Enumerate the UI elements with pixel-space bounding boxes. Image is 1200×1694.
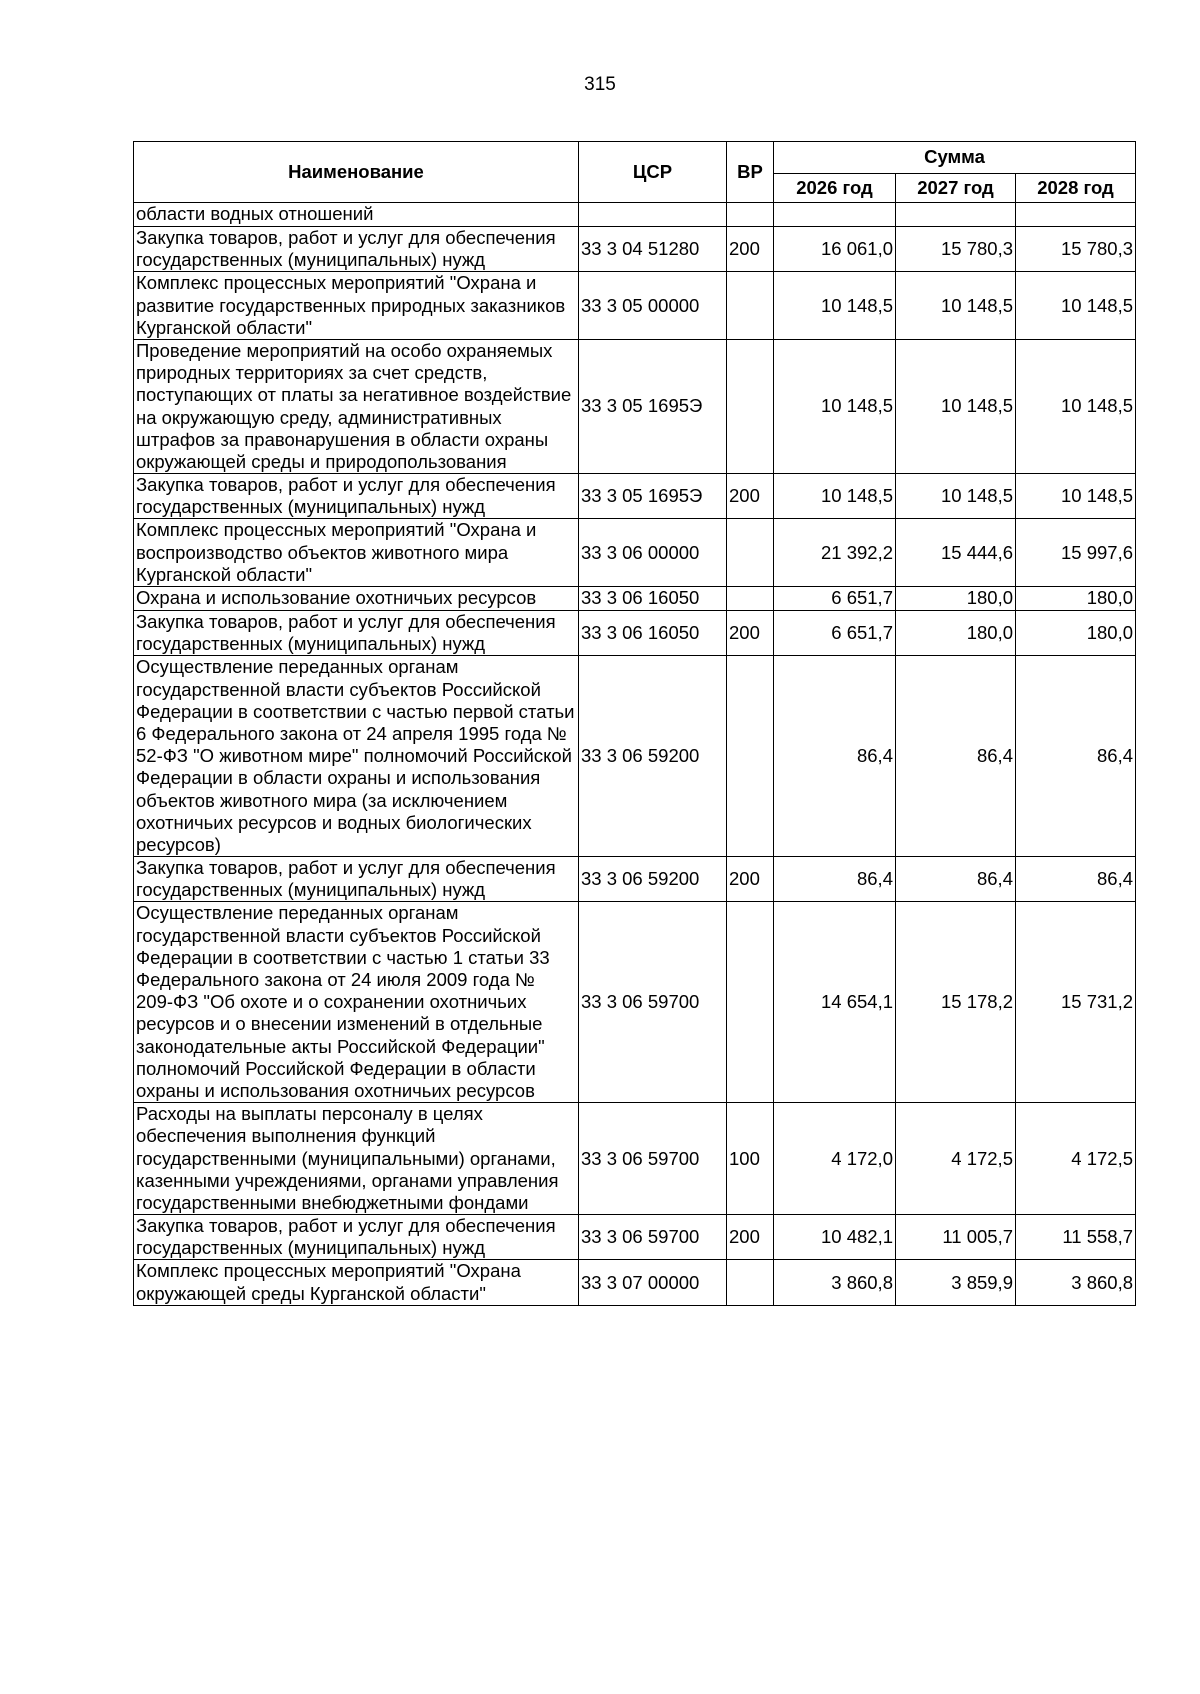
table-row: [134, 611, 1136, 656]
table-row: [134, 902, 1136, 1103]
header-year-2028: 2028 год: [1016, 174, 1136, 203]
row-2028: 10 148,5: [1016, 339, 1136, 473]
row-name: Осуществление переданных органам государственной власти субъектов Российской Федерации в соответствии с частью первой статьи 6 Федерального закона от 24 апреля 1995 года № 52-ФЗ "О животном мире" полномочий Российской Федерации в области охраны и использования объектов животного мира (за исключением охотничьих ресурсов и водных биологических ресурсов): [134, 656, 579, 857]
row-2028: 4 172,5: [1016, 1103, 1136, 1215]
row-csr: [579, 203, 727, 227]
row-2026: 4 172,0: [774, 1103, 896, 1215]
table-row: [134, 339, 1136, 473]
row-csr: 33 3 06 59700: [579, 1215, 727, 1260]
row-csr: 33 3 06 59700: [579, 1103, 727, 1215]
row-2027: 10 148,5: [896, 474, 1016, 519]
row-vr: 100: [727, 1103, 774, 1215]
row-name: области водных отношений: [134, 203, 579, 227]
row-name: Комплекс процессных мероприятий "Охрана окружающей среды Курганской области": [134, 1260, 579, 1305]
row-2027: 180,0: [896, 587, 1016, 611]
row-2028: 180,0: [1016, 611, 1136, 656]
row-csr: 33 3 04 51280: [579, 227, 727, 272]
row-name: Осуществление переданных органам государственной власти субъектов Российской Федерации в соответствии с частью 1 статьи 33 Федерального закона от 24 июля 2009 года № 209-ФЗ "Об охоте и о сохранении охотничьих ресурсов и о внесении изменений в отдельные законодательные акты Российской Федерации" полномочий Российской Федерации в области охраны и использования охотничьих ресурсов: [134, 902, 579, 1103]
table-row: [134, 519, 1136, 587]
row-2026: 10 148,5: [774, 272, 896, 340]
row-2026: [774, 203, 896, 227]
row-name: Закупка товаров, работ и услуг для обеспечения государственных (муниципальных) нужд: [134, 857, 579, 902]
header-vr: ВР: [727, 142, 774, 203]
row-name: Охрана и использование охотничьих ресурсов: [134, 587, 579, 611]
row-name: Комплекс процессных мероприятий "Охрана и воспроизводство объектов животного мира Курганской области": [134, 519, 579, 587]
row-csr: 33 3 06 16050: [579, 587, 727, 611]
row-csr: 33 3 05 1695Э: [579, 474, 727, 519]
row-vr: [727, 587, 774, 611]
row-vr: 200: [727, 474, 774, 519]
row-2027: 86,4: [896, 857, 1016, 902]
row-2028: 15 997,6: [1016, 519, 1136, 587]
row-name: Закупка товаров, работ и услуг для обеспечения государственных (муниципальных) нужд: [134, 227, 579, 272]
row-2027: 15 178,2: [896, 902, 1016, 1103]
row-2026: 86,4: [774, 656, 896, 857]
row-2027: 15 444,6: [896, 519, 1016, 587]
row-csr: 33 3 07 00000: [579, 1260, 727, 1305]
row-2026: 6 651,7: [774, 587, 896, 611]
row-csr: 33 3 06 59200: [579, 857, 727, 902]
row-2028: 10 148,5: [1016, 272, 1136, 340]
row-vr: [727, 656, 774, 857]
row-vr: [727, 519, 774, 587]
row-2028: 3 860,8: [1016, 1260, 1136, 1305]
row-csr: 33 3 06 00000: [579, 519, 727, 587]
row-name: Расходы на выплаты персоналу в целях обеспечения выполнения функций государственными (муниципальными) органами, казенными учреждениями, органами управления государственными внебюджетными фондами: [134, 1103, 579, 1215]
header-year-2027: 2027 год: [896, 174, 1016, 203]
header-sum: Сумма: [774, 142, 1136, 174]
row-2027: [896, 203, 1016, 227]
table-row: [134, 1260, 1136, 1305]
header-year-2026: 2026 год: [774, 174, 896, 203]
row-2027: 3 859,9: [896, 1260, 1016, 1305]
row-2026: 21 392,2: [774, 519, 896, 587]
row-2028: 86,4: [1016, 857, 1136, 902]
row-2028: 15 731,2: [1016, 902, 1136, 1103]
table-row: [134, 857, 1136, 902]
row-2028: 11 558,7: [1016, 1215, 1136, 1260]
row-vr: 200: [727, 1215, 774, 1260]
row-csr: 33 3 06 59700: [579, 902, 727, 1103]
row-csr: 33 3 06 59200: [579, 656, 727, 857]
row-2027: 15 780,3: [896, 227, 1016, 272]
row-vr: [727, 339, 774, 473]
table-row: [134, 587, 1136, 611]
row-2026: 86,4: [774, 857, 896, 902]
page-number: 315: [584, 74, 616, 95]
row-2026: 3 860,8: [774, 1260, 896, 1305]
row-2027: 4 172,5: [896, 1103, 1016, 1215]
row-2026: 10 148,5: [774, 339, 896, 473]
row-csr: 33 3 06 16050: [579, 611, 727, 656]
row-2027: 86,4: [896, 656, 1016, 857]
row-name: Закупка товаров, работ и услуг для обеспечения государственных (муниципальных) нужд: [134, 611, 579, 656]
row-2028: 180,0: [1016, 587, 1136, 611]
row-2028: 10 148,5: [1016, 474, 1136, 519]
row-2027: 180,0: [896, 611, 1016, 656]
row-vr: 200: [727, 227, 774, 272]
row-2027: 10 148,5: [896, 272, 1016, 340]
table-row: [134, 474, 1136, 519]
row-2028: 15 780,3: [1016, 227, 1136, 272]
table-row: [134, 272, 1136, 340]
table-row: [134, 1215, 1136, 1260]
row-vr: [727, 902, 774, 1103]
row-2028: 86,4: [1016, 656, 1136, 857]
table-row: [134, 656, 1136, 857]
row-2026: 16 061,0: [774, 227, 896, 272]
row-csr: 33 3 05 1695Э: [579, 339, 727, 473]
row-2026: 6 651,7: [774, 611, 896, 656]
header-name: Наименование: [134, 142, 579, 203]
row-name: Комплекс процессных мероприятий "Охрана и развитие государственных природных заказников Курганской области": [134, 272, 579, 340]
budget-table: [133, 141, 1136, 1306]
row-vr: 200: [727, 611, 774, 656]
row-2026: 10 148,5: [774, 474, 896, 519]
table-row: [134, 203, 1136, 227]
row-2027: 10 148,5: [896, 339, 1016, 473]
row-name: Закупка товаров, работ и услуг для обеспечения государственных (муниципальных) нужд: [134, 1215, 579, 1260]
header-csr: ЦСР: [579, 142, 727, 203]
row-2027: 11 005,7: [896, 1215, 1016, 1260]
table-row: [134, 1103, 1136, 1215]
row-vr: [727, 272, 774, 340]
row-vr: [727, 1260, 774, 1305]
row-name: Закупка товаров, работ и услуг для обеспечения государственных (муниципальных) нужд: [134, 474, 579, 519]
row-2026: 10 482,1: [774, 1215, 896, 1260]
row-2028: [1016, 203, 1136, 227]
row-2026: 14 654,1: [774, 902, 896, 1103]
row-csr: 33 3 05 00000: [579, 272, 727, 340]
row-vr: 200: [727, 857, 774, 902]
table-row: [134, 227, 1136, 272]
row-vr: [727, 203, 774, 227]
row-name: Проведение мероприятий на особо охраняемых природных территориях за счет средств, поступающих от платы за негативное воздействие на окружающую среду, административных штрафов за правонарушения в области охраны окружающей среды и природопользования: [134, 339, 579, 473]
